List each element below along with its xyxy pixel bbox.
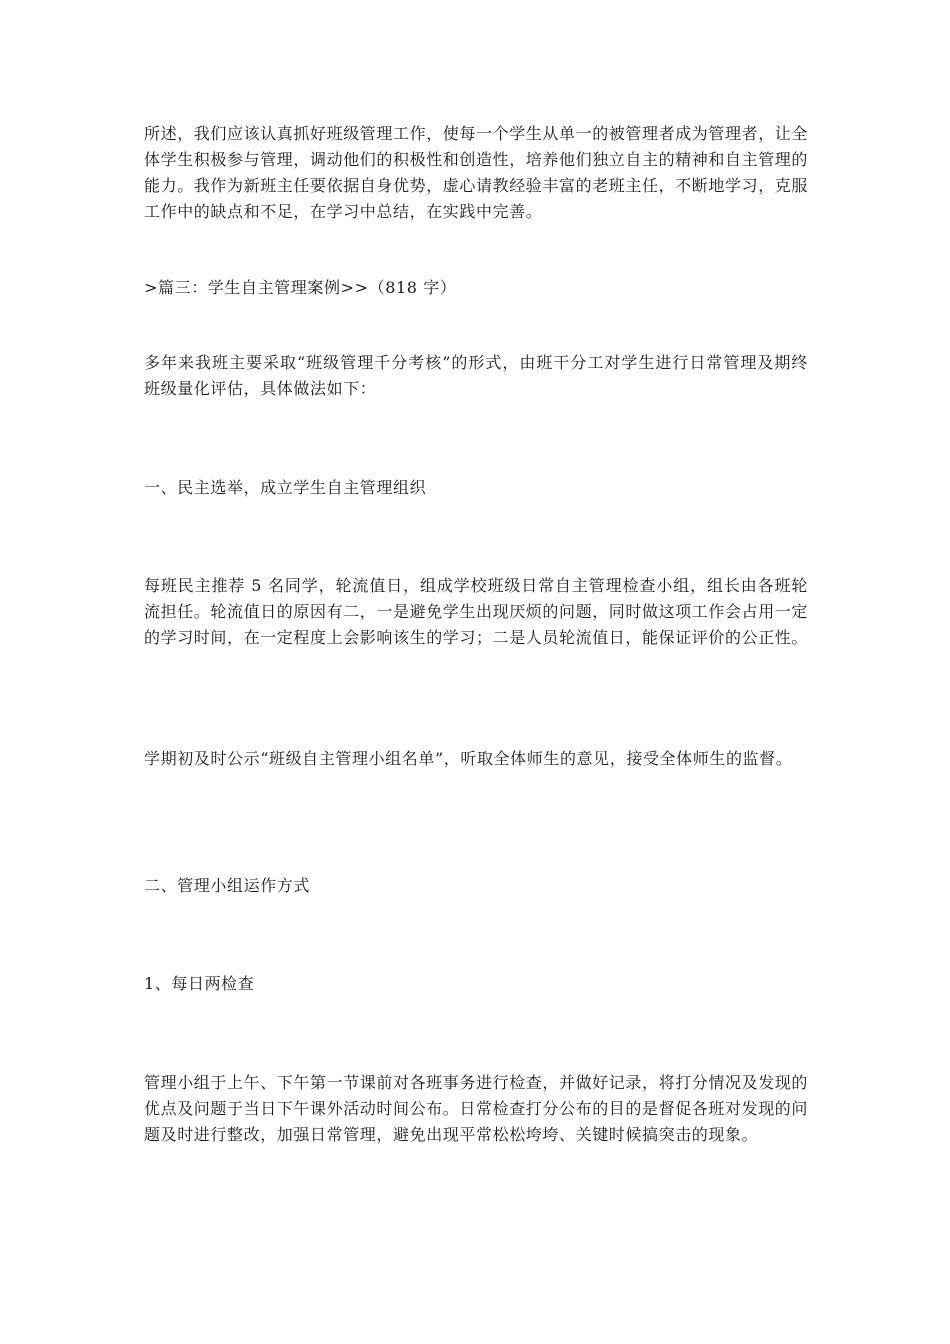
article-heading: >篇三：学生自主管理案例>>（818 字） [144,278,457,297]
lead-paragraph: 多年来我班主要采取“班级管理千分考核”的形式，由班干分工对学生进行日常管理及期终班级量化评估，具体做法如下： [144,353,808,398]
section-heading-2: 二、管理小组运作方式 [144,876,311,895]
subsection-heading-daily-check: 1、每日两检查 [144,974,255,993]
intro-paragraph: 所述，我们应该认真抓好班级管理工作，使每一个学生从单一的被管理者成为管理者，让全体学生积极参与管理，调动他们的积极性和创造性，培养他们独立自主的精神和自主管理的能力。我作为新班主任要依据自身优势，虚心请教经验丰富的老班主任，不断地学习，克服工作中的缺点和不足，在学习中总结，在实践中完善。 [144,124,809,221]
recommend-paragraph: 每班民主推荐 5 名同学，轮流值日，组成学校班级日常自主管理检查小组，组长由各班轮流担任。轮流值日的原因有二，一是避免学生出现厌烦的问题，同时做这项工作会占用一定的学习时间，在一定程度上会影响该生的学习；二是人员轮流值日，能保证评价的公正性。 [144,576,809,647]
publish-paragraph: 学期初及时公示“班级自主管理小组名单”，听取全体师生的意见，接受全体师生的监督。 [144,749,793,768]
group-process-paragraph: 管理小组于上午、下午第一节课前对各班事务进行检查，并做好记录，将打分情况及发现的优点及问题于当日下午课外活动时间公布。日常检查打分公布的目的是督促各班对发现的问题及时进行整改，加强日常管理，避免出现平常松松垮垮、关键时候搞突击的现象。 [144,1073,809,1144]
section-heading-1: 一、民主选举，成立学生自主管理组织 [144,478,427,497]
